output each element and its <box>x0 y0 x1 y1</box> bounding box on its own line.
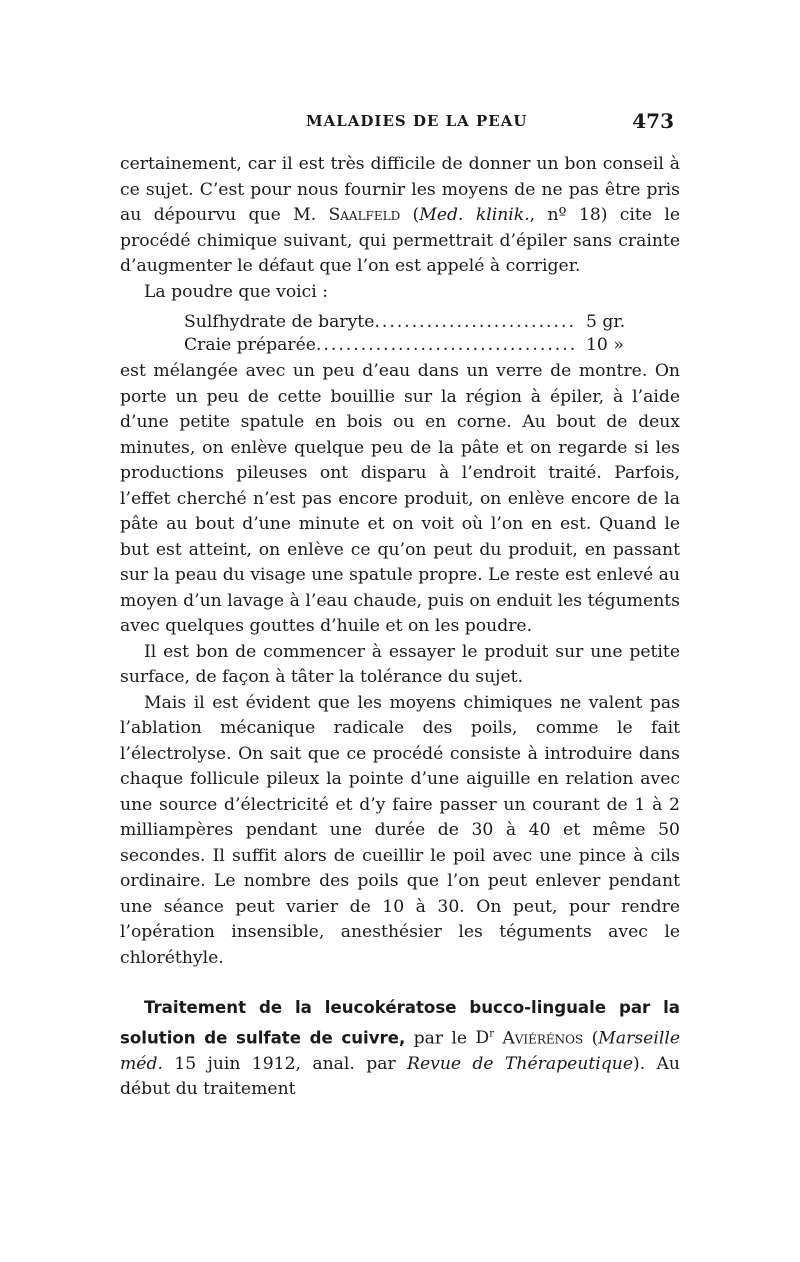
journal-marseille-med: Marseille méd. <box>120 1028 680 1074</box>
recipe-ingredient: Sulfhydrate de baryte <box>184 312 375 332</box>
section-title: Traitement de la leucokératose bucco-linguale par la solution de sulfate de cuivre, <box>120 998 680 1048</box>
paragraph-2: La poudre que voici : <box>144 281 329 302</box>
page-body <box>120 152 680 1103</box>
page-header <box>120 109 680 138</box>
paragraph-3: est mélangée avec un peu d’eau dans un verre de montre. On porte un peu de cette bouillie sur la région à épiler, à l’aide d’une petite spatule en bois ou en corne. Au bout de deux minutes, on enlève quelque peu de la pâte et on regarde si les productions pileuses ont disparu à l’endroit traité. Parfois, l’effet cherché n’est pas encore produit, on enlève encore de la pâte au bout d’une minute et on voit où l’on en est. Quand le but est atteint, on enlève ce qu’on peut du produit, en passant sur la peau du visage une spatule propre. Le reste est enlevé au moyen d’un lavage à l’eau chaude, puis on enduit les téguments avec quelques gouttes d’huile et on les poudre. <box>120 361 680 636</box>
section-date: 15 juin 1912, anal. par <box>162 1053 408 1074</box>
section-paren-open: ( <box>583 1028 599 1049</box>
recipe-list <box>184 311 654 357</box>
recipe-ingredient: Craie préparée <box>184 335 316 355</box>
recipe-quantity: 5 gr. <box>586 312 626 332</box>
recipe-row <box>184 334 654 357</box>
paragraph-4: Il est bon de commencer à essayer le produit sur une petite surface, de façon à tâter la tolérance du sujet. <box>120 641 680 687</box>
journal-revue-therapeutique: Revue de Thérapeutique <box>407 1053 633 1074</box>
section-doctor-abbr: $D^r$ <box>475 1028 494 1049</box>
recipe-quantity: 10 » <box>586 335 624 355</box>
paragraph-1-text-b: ( <box>400 205 420 225</box>
section-heading-paragraph <box>120 995 680 1103</box>
section-tail: ). Au début du traitement <box>120 1053 680 1100</box>
paragraph-1 <box>120 152 680 280</box>
paragraph-1-text-c: , nº 18) cite le procédé chimique suivant, qui permettrait d’épiler sans crainte d’augmenter le défaut que l’on est appelé à corriger. <box>120 205 680 276</box>
author-saalfeld: Saalfeld <box>328 205 401 225</box>
doctor-superscript: r <box>489 1028 494 1040</box>
journal-med-klinik: Med. klinik. <box>419 205 530 225</box>
author-avierenos: Aviérénos <box>502 1028 584 1049</box>
page-number: 473 <box>632 109 674 133</box>
dot-leader <box>316 334 576 357</box>
paragraph-5: Mais il est évident que les moyens chimiques ne valent pas l’ablation mécanique radicale des poils, comme le fait l’électrolyse. On sait que ce procédé consiste à introduire dans chaque follicule pileux la pointe d’une aiguille en relation avec une source d’électricité et d’y faire passer un courant de 1 à 2 milliampères pendant une durée de 30 à 40 et même 50 secondes. Il suffit alors de cueillir le poil avec une pince à cils ordinaire. Le nombre des poils que l’on peut enlever pendant une séance peut varier de 10 à 30. On peut, pour rendre l’opération insensible, anesthésier les téguments avec le chloréthyle. <box>120 692 680 968</box>
recipe-row <box>184 311 654 334</box>
dot-leader <box>374 311 576 334</box>
paragraph-1-text-a: certainement, car il est très difficile de donner un bon conseil à ce sujet. C’est pour nous fournir les moyens de ne pas être pris au dépourvu que M. <box>120 154 680 225</box>
running-title: MALADIES DE LA PEAU <box>306 112 528 130</box>
section-by: par le <box>405 1028 476 1049</box>
